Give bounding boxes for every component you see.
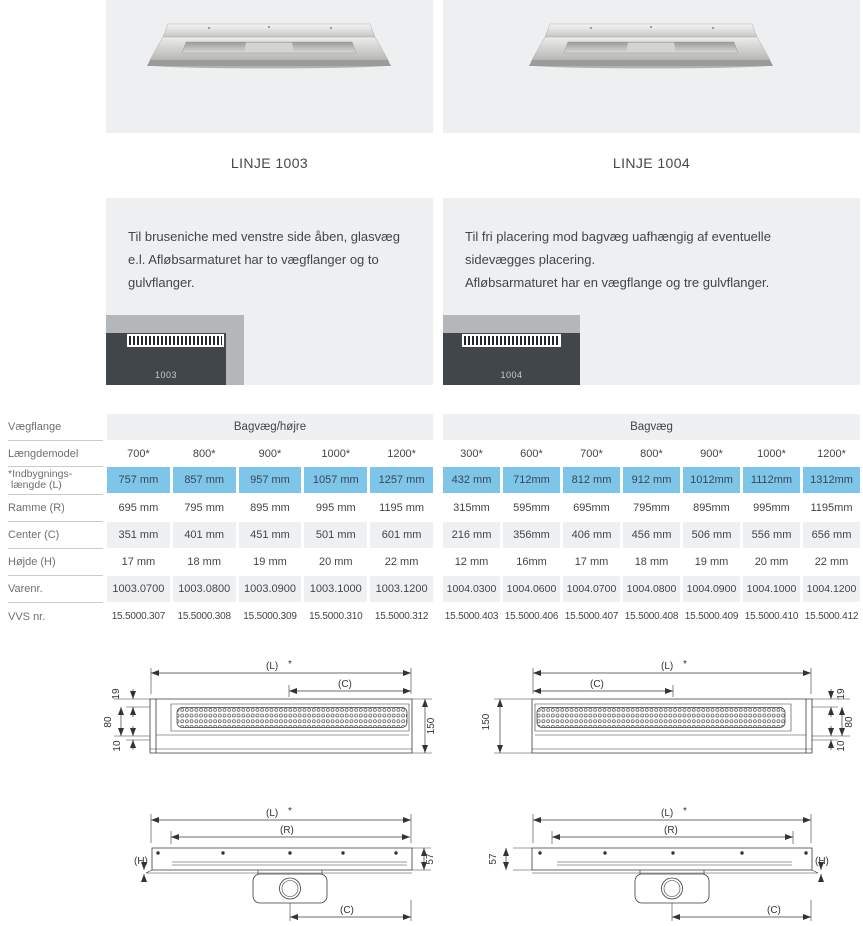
column-header: 1200* bbox=[387, 447, 416, 460]
column-header: 1000* bbox=[757, 447, 786, 460]
product-photo-block-1004 bbox=[443, 0, 860, 133]
technical-drawing-section-1004 bbox=[480, 800, 863, 926]
table-cell: 1004.0300 bbox=[443, 576, 500, 602]
table-right-center-row bbox=[443, 522, 860, 548]
diagram-label: 1004 bbox=[500, 370, 523, 380]
table-cell: 656 mm bbox=[803, 522, 860, 548]
table-cell: 20 mm bbox=[318, 556, 353, 568]
table-cell: 895mm bbox=[693, 501, 730, 514]
drain-outlet-circle bbox=[280, 878, 301, 899]
table-cell: 17 mm bbox=[121, 556, 156, 568]
row-separator bbox=[8, 521, 103, 522]
table-cell: 1004.1200 bbox=[803, 576, 860, 602]
table-cell: 15.5000.406 bbox=[504, 611, 559, 622]
technical-drawing-section-1003 bbox=[100, 800, 440, 926]
table-cell: 18 mm bbox=[187, 556, 221, 568]
column-header: 800* bbox=[640, 447, 663, 460]
table-cell: 995mm bbox=[753, 501, 790, 514]
table-cell: 1195mm bbox=[810, 501, 853, 514]
table-left-columns-row bbox=[107, 441, 433, 466]
table-cell: 1003.1000 bbox=[304, 576, 367, 602]
table-cell: 1003.0800 bbox=[173, 576, 236, 602]
table-cell: 1003.1200 bbox=[370, 576, 433, 602]
dimension-label: * bbox=[683, 659, 687, 670]
dimension-label: * bbox=[288, 806, 292, 817]
table-cell: 1004.1000 bbox=[743, 576, 800, 602]
dimension-label: 150 bbox=[426, 717, 437, 735]
table-cell: 406 mm bbox=[563, 522, 620, 548]
screw-dot bbox=[268, 26, 270, 28]
table-cell: 15.5000.410 bbox=[744, 611, 799, 622]
table-cell: 15.5000.307 bbox=[111, 611, 166, 622]
table-cell: 506 mm bbox=[683, 522, 740, 548]
table-cell: 1004.0700 bbox=[563, 576, 620, 602]
table-cell: 15.5000.312 bbox=[374, 611, 429, 622]
row-separator bbox=[8, 575, 103, 576]
row-label-line: *Indbygnings- bbox=[8, 467, 73, 480]
row-label-indbygningslaengde bbox=[8, 467, 103, 493]
dimension-label: (R) bbox=[664, 825, 678, 836]
placement-diagram-1004 bbox=[443, 315, 580, 385]
row-label-vvs: VVS nr. bbox=[8, 610, 46, 623]
row-separator bbox=[8, 466, 103, 467]
table-left-varenr-row bbox=[107, 576, 433, 602]
table-cell: 356mm bbox=[503, 522, 560, 548]
body-detail-lines bbox=[532, 735, 812, 749]
table-cell: 1057 mm bbox=[304, 467, 367, 493]
table-cell: 15.5000.407 bbox=[564, 611, 619, 622]
trap-neck-lines bbox=[640, 870, 704, 874]
extension-lines bbox=[513, 848, 532, 870]
table-cell: 456 mm bbox=[623, 522, 680, 548]
description-line: sidevægges placering. bbox=[465, 252, 596, 267]
screw-dot bbox=[804, 851, 807, 854]
table-cell: 757 mm bbox=[107, 467, 170, 493]
table-cell: 501 mm bbox=[304, 522, 367, 548]
screw-dot bbox=[650, 26, 652, 28]
perforated-grate bbox=[177, 708, 407, 728]
trap-neck-lines bbox=[258, 870, 322, 874]
drain-outlet-circle-inner bbox=[282, 881, 298, 897]
table-right-vvs-row bbox=[443, 603, 860, 630]
row-label-ramme: Ramme (R) bbox=[8, 501, 65, 514]
dimension-label: 150 bbox=[481, 713, 492, 731]
extension-lines bbox=[151, 668, 411, 694]
table-cell: 712mm bbox=[503, 467, 560, 493]
row-separator bbox=[8, 494, 103, 495]
table-cell: 15.5000.412 bbox=[804, 611, 859, 622]
table-cell: 15.5000.309 bbox=[243, 611, 297, 622]
table-cell: 795mm bbox=[633, 501, 670, 514]
table-cell: 595mm bbox=[513, 501, 550, 514]
product-photo-block-1003 bbox=[106, 0, 433, 133]
drain-outlet-circle bbox=[662, 878, 683, 899]
table-cell: 1004.0900 bbox=[683, 576, 740, 602]
table-cell: 432 mm bbox=[443, 467, 500, 493]
row-separator bbox=[8, 548, 103, 549]
table-cell: 795 mm bbox=[184, 501, 225, 514]
screw-dot bbox=[538, 851, 541, 854]
inner-plate-lines bbox=[557, 862, 792, 865]
screw-dot bbox=[341, 851, 344, 854]
column-header: 700* bbox=[580, 447, 603, 460]
column-header: 700* bbox=[127, 447, 150, 460]
dimension-label: * bbox=[288, 659, 292, 670]
table-cell: 15.5000.308 bbox=[177, 611, 231, 622]
column-header: 1000* bbox=[321, 447, 351, 460]
column-header: 600* bbox=[520, 447, 543, 460]
table-left-vvs-row bbox=[107, 603, 433, 630]
screw-dot bbox=[712, 27, 714, 29]
dimension-label: 19 bbox=[111, 688, 122, 700]
dimension-label: 10 bbox=[836, 740, 847, 752]
dimension-label: (C) bbox=[338, 679, 352, 690]
table-right-hoejde-row bbox=[443, 549, 860, 575]
product-title-1003: LINJE 1003 bbox=[230, 155, 309, 171]
table-cell: 1112mm bbox=[743, 467, 800, 493]
table-left-header-row bbox=[107, 414, 433, 440]
table-cell: 601 mm bbox=[370, 522, 433, 548]
dimension-label: (L) bbox=[661, 808, 674, 819]
drain-grate-icon bbox=[127, 334, 224, 347]
dimension-label: 19 bbox=[836, 688, 847, 700]
row-label-vaegflange: Vægflange bbox=[8, 421, 62, 433]
product-photo-1004 bbox=[516, 20, 786, 84]
column-header: 800* bbox=[192, 447, 216, 460]
description-text-1004 bbox=[465, 225, 845, 294]
technical-drawing-plan-1003 bbox=[100, 650, 440, 780]
row-label-hoejde: Højde (H) bbox=[8, 556, 56, 568]
table-cell: 1195 mm bbox=[379, 501, 425, 514]
screw-dot bbox=[590, 27, 592, 29]
table-cell: 17 mm bbox=[574, 556, 609, 568]
screw-dot bbox=[330, 27, 332, 29]
description-block-1003 bbox=[106, 198, 433, 385]
description-line: gulvflanger. bbox=[128, 275, 195, 290]
screw-dot bbox=[208, 27, 210, 29]
table-cell: 20 mm bbox=[754, 556, 789, 568]
dimension-label: (H) bbox=[815, 856, 829, 867]
table-cell: 15.5000.310 bbox=[309, 611, 363, 622]
table-cell: 22 mm bbox=[384, 556, 419, 568]
inner-plate-lines bbox=[172, 862, 407, 865]
table-cell: 812 mm bbox=[563, 467, 620, 493]
row-separator bbox=[8, 602, 103, 603]
table-cell: 12 mm bbox=[454, 556, 489, 568]
table-cell: 895 mm bbox=[250, 501, 290, 514]
drain-grate-icon bbox=[462, 334, 561, 347]
product-title-1004: LINJE 1004 bbox=[612, 155, 691, 171]
screw-dot bbox=[740, 851, 743, 854]
product-photo-1003 bbox=[134, 20, 404, 84]
channel-section-body bbox=[532, 848, 812, 870]
table-cell: 15.5000.403 bbox=[444, 611, 499, 622]
channel-cover bbox=[244, 43, 294, 53]
dimension-label: (C) bbox=[590, 679, 604, 690]
screw-dot bbox=[221, 851, 224, 854]
table-cell: 1003.0900 bbox=[239, 576, 302, 602]
table-left-center-row bbox=[107, 522, 433, 548]
table-cell: 216 mm bbox=[443, 522, 500, 548]
table-cell: 401 mm bbox=[173, 522, 236, 548]
table-right-varenr-row bbox=[443, 576, 860, 602]
placement-diagram-1003 bbox=[106, 315, 244, 385]
dimension-label: (C) bbox=[340, 905, 354, 916]
description-line: Til bruseniche med venstre side åben, glasvæg bbox=[128, 229, 400, 244]
screw-dot bbox=[603, 851, 606, 854]
dimension-label: (H) bbox=[134, 856, 148, 867]
table-right-columns-row bbox=[443, 441, 860, 466]
table-header: Bagvæg bbox=[443, 414, 860, 440]
description-line: e.l. Afløbsarmaturet har to vægflanger og to bbox=[128, 252, 379, 267]
table-cell: 18 mm bbox=[634, 556, 669, 568]
front-edge bbox=[529, 60, 773, 66]
row-label-varenr: Varenr. bbox=[8, 583, 43, 595]
dimension-label: (R) bbox=[280, 825, 294, 836]
table-cell: 15.5000.408 bbox=[624, 611, 679, 622]
grate-stripes bbox=[464, 336, 559, 345]
row-label-laengdemodel: Længdemodel bbox=[8, 447, 79, 460]
drain-outlet-circle-inner bbox=[664, 881, 680, 897]
floor-lip-line bbox=[146, 870, 412, 873]
dimension-label: 80 bbox=[844, 716, 855, 728]
channel-section-body bbox=[152, 848, 412, 870]
table-cell: 995 mm bbox=[315, 501, 356, 514]
table-left-laengde-row bbox=[107, 467, 433, 493]
extension-lines bbox=[114, 699, 150, 740]
table-cell: 315mm bbox=[453, 501, 490, 514]
table-right-header-row bbox=[443, 414, 860, 440]
description-line: Til fri placering mod bagvæg uafhængig af eventuelle bbox=[465, 229, 771, 244]
table-cell: 1257 mm bbox=[370, 467, 433, 493]
table-header: Bagvæg/højre bbox=[107, 414, 433, 440]
table-cell: 351 mm bbox=[107, 522, 170, 548]
row-label-line: længde (L) bbox=[11, 479, 62, 491]
front-edge bbox=[147, 60, 391, 66]
dimension-label: * bbox=[683, 806, 687, 817]
screw-dot bbox=[156, 851, 159, 854]
table-cell: 695mm bbox=[573, 501, 610, 514]
screw-dot bbox=[394, 851, 397, 854]
description-line: Afløbsarmaturet har en vægflange og tre gulvflanger. bbox=[465, 275, 770, 290]
column-header: 1200* bbox=[817, 447, 846, 460]
screw-dot bbox=[288, 851, 291, 854]
dimension-label: 57 bbox=[425, 853, 436, 865]
screw-dot bbox=[671, 851, 674, 854]
table-left-ramme-row bbox=[107, 494, 433, 521]
row-label-center: Center (C) bbox=[8, 529, 60, 541]
dimension-label: (L) bbox=[266, 808, 279, 819]
body-detail-lines bbox=[150, 735, 412, 749]
column-header: 900* bbox=[700, 447, 723, 460]
table-cell: 22 mm bbox=[814, 556, 849, 568]
table-cell: 1012mm bbox=[683, 467, 740, 493]
floor-lip-line bbox=[532, 870, 818, 873]
perforated-grate bbox=[537, 708, 785, 728]
row-separator bbox=[8, 440, 103, 441]
dimension-label: (L) bbox=[266, 661, 279, 672]
table-cell: 1003.0700 bbox=[107, 576, 170, 602]
table-cell: 912 mm bbox=[623, 467, 680, 493]
dimension-label: 57 bbox=[488, 853, 499, 865]
table-cell: 15.5000.409 bbox=[684, 611, 739, 622]
table-cell: 1004.0600 bbox=[503, 576, 560, 602]
table-cell: 16mm bbox=[516, 556, 547, 568]
table-right-ramme-row bbox=[443, 494, 860, 521]
table-cell: 1312mm bbox=[803, 467, 860, 493]
table-cell: 695 mm bbox=[118, 501, 159, 514]
grate-stripes bbox=[129, 336, 222, 345]
dimension-label: (L) bbox=[661, 661, 674, 672]
dimension-label: (C) bbox=[767, 905, 781, 916]
dimension-label: 10 bbox=[112, 740, 123, 752]
column-header: 300* bbox=[460, 447, 483, 460]
table-cell: 1004.0800 bbox=[623, 576, 680, 602]
table-cell: 957 mm bbox=[239, 467, 302, 493]
description-block-1004 bbox=[443, 198, 860, 385]
table-cell: 19 mm bbox=[253, 556, 287, 568]
diagram-label: 1003 bbox=[154, 370, 178, 380]
dimension-label: 80 bbox=[103, 716, 114, 728]
table-cell: 857 mm bbox=[173, 467, 236, 493]
table-cell: 19 mm bbox=[694, 556, 729, 568]
channel-cover bbox=[626, 43, 676, 53]
table-cell: 556 mm bbox=[743, 522, 800, 548]
table-cell: 451 mm bbox=[239, 522, 302, 548]
column-header: 900* bbox=[258, 447, 282, 460]
table-left-hoejde-row bbox=[107, 549, 433, 575]
table-right-laengde-row bbox=[443, 467, 860, 493]
technical-drawing-plan-1004 bbox=[480, 650, 863, 780]
